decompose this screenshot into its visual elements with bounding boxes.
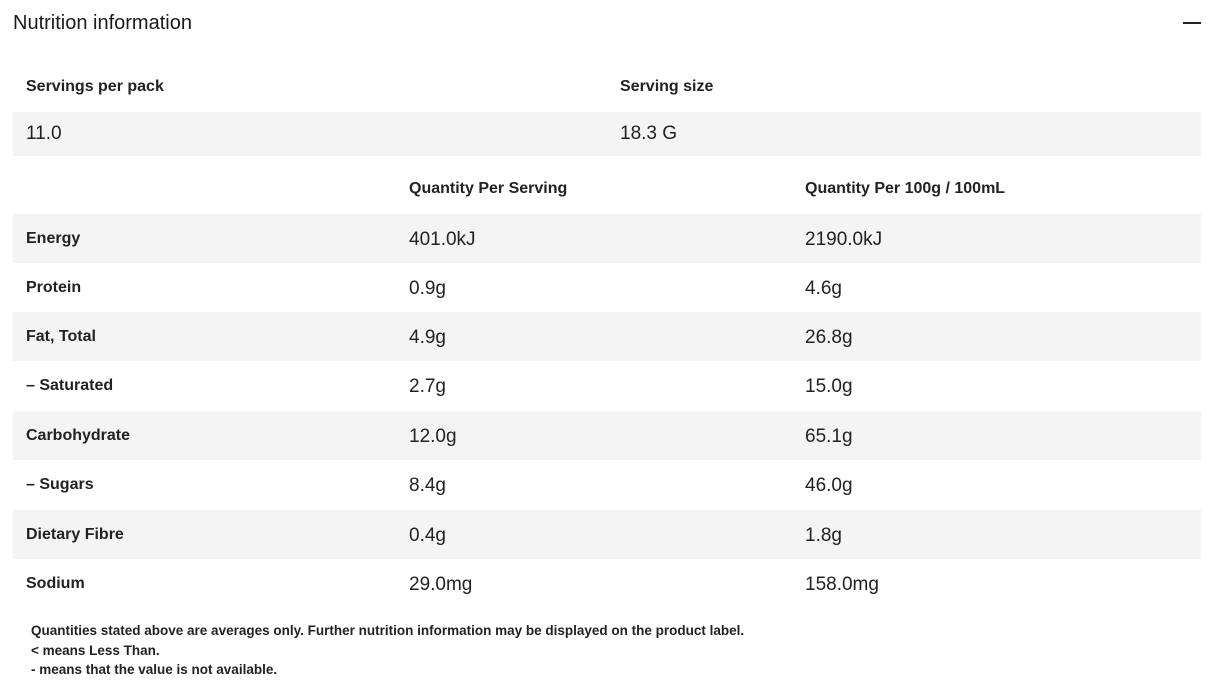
per-serving-value: 0.4g: [409, 525, 446, 546]
per-100-value: 158.0mg: [805, 574, 879, 595]
table-row: [13, 559, 1201, 608]
per-serving-value: 12.0g: [409, 426, 457, 447]
nutrient-name: Sodium: [26, 575, 85, 592]
per-100-value: 4.6g: [805, 278, 842, 299]
table-row: [13, 460, 1201, 509]
serving-size-label: Serving size: [620, 78, 714, 95]
table-row: [13, 214, 1201, 263]
footnote-averages: Quantities stated above are averages only. Further nutrition information may be displayed on the product label.: [31, 623, 745, 638]
per-100-value: 1.8g: [805, 525, 842, 546]
table-row: [13, 263, 1201, 312]
per-100-value: 65.1g: [805, 426, 853, 447]
footnote-not-available: - means that the value is not available.: [31, 662, 278, 677]
header-per-serving: Quantity Per Serving: [409, 180, 568, 197]
table-row: [13, 411, 1201, 460]
servings-per-pack-value: 11.0: [26, 123, 62, 144]
per-100-value: 46.0g: [805, 475, 853, 496]
per-serving-value: 401.0kJ: [409, 229, 476, 250]
nutrient-name: Fat, Total: [26, 328, 96, 345]
servings-per-pack-label: Servings per pack: [26, 78, 164, 95]
panel-title: Nutrition information: [13, 11, 192, 34]
per-100-value: 15.0g: [805, 376, 853, 397]
nutrient-name: Protein: [26, 279, 82, 296]
nutrition-panel-header[interactable]: [13, 0, 1201, 46]
footnote-less-than: < means Less Than.: [31, 642, 160, 658]
per-serving-value: 0.9g: [409, 278, 446, 299]
per-serving-value: 2.7g: [409, 376, 446, 397]
table-row: [13, 510, 1201, 559]
nutrient-name: – Sugars: [26, 476, 94, 493]
per-100-value: 26.8g: [805, 327, 853, 348]
table-row: [13, 361, 1201, 410]
nutrient-name: – Saturated: [26, 377, 114, 394]
per-serving-value: 8.4g: [409, 475, 446, 496]
serving-size-value: 18.3 G: [620, 123, 678, 144]
per-serving-value: 29.0mg: [409, 574, 473, 595]
table-header: [13, 167, 1201, 211]
per-serving-value: 4.9g: [409, 327, 446, 348]
per-100-value: 2190.0kJ: [805, 229, 883, 250]
nutrient-name: Dietary Fibre: [26, 526, 124, 543]
header-per-100: Quantity Per 100g / 100mL: [805, 180, 1006, 197]
summary-values: [13, 112, 1201, 156]
nutrient-name: Energy: [26, 230, 81, 247]
minus-icon[interactable]: [1181, 12, 1203, 34]
table-row: [13, 312, 1201, 361]
footnotes: [31, 621, 744, 680]
nutrient-name: Carbohydrate: [26, 427, 131, 444]
summary-labels: [13, 65, 1201, 109]
